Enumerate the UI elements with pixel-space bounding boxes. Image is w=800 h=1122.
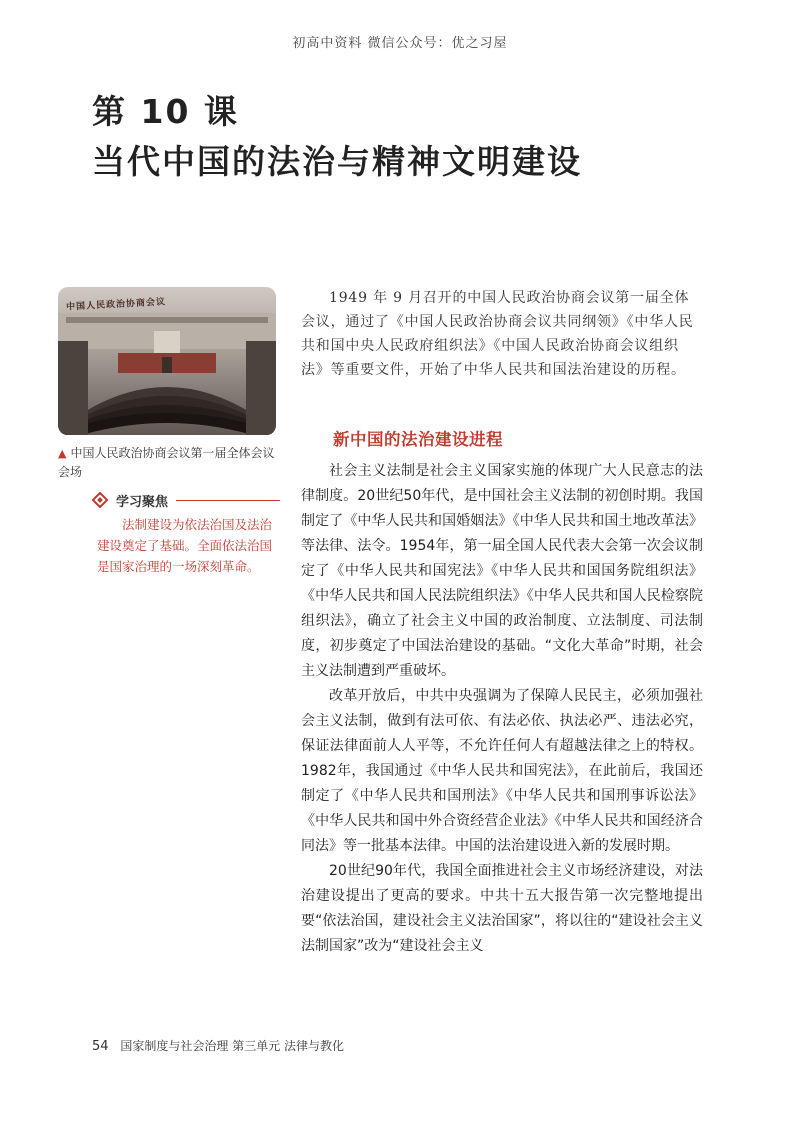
focus-diamond-icon xyxy=(92,492,108,508)
assembly-hall-illustration xyxy=(58,287,276,435)
section-heading: 新中国的法治建设进程 xyxy=(333,430,503,449)
intro-paragraph: 1949 年 9 月召开的中国人民政治协商会议第一届全体会议，通过了《中国人民政治协商会议共同纲领》《中华人民共和国中央人民政府组织法》《中国人民政治协商会议组织法》等重要文件，开始了中华人民共和国法治建设的历程。 xyxy=(301,290,694,378)
body-paragraph: 20世纪90年代，我国全面推进社会主义市场经济建设，对法治建设提出了更高的要求。中共十五大报告第一次完整地提出要“依法治国，建设社会主义法治国家”，将以往的“建设社会主义法制国家”改为“建设社会主义 xyxy=(301,863,703,954)
lesson-number: 第 10 课 xyxy=(92,92,239,131)
footer-text: 国家制度与社会治理 第三单元 法律与教化 xyxy=(120,1039,345,1053)
header-note: 初高中资料 微信公众号：优之习屋 xyxy=(292,36,508,51)
photo-banner-text: 中国人民政治协商会议 xyxy=(65,297,167,313)
photo-caption xyxy=(58,444,280,482)
body-paragraph: 改革开放后，中共中央强调为了保障人民民主，必须加强社会主义法制，做到有法可依、有法必依、执法必严、违法必究，保证法律面前人人平等，不允许任何人有超越法律之上的特权。1982年，我国通过《中华人民共和国宪法》，在此前后，我国还制定了《中华人民共和国刑法》《中华人民共和国刑事诉讼法》《中华人民共和国中外合资经营企业法》《中华人民共和国经济合同法》等一批基本法律。中国的法治建设进入新的发展时期。 xyxy=(301,688,703,854)
triangle-up-icon: ▲ xyxy=(58,447,67,460)
photo-caption-text: 中国人民政治协商会议第一届全体会议会场 xyxy=(58,446,275,479)
page-footer xyxy=(92,1037,344,1054)
study-focus-label: 学习聚焦 xyxy=(116,494,169,510)
page-number: 54 xyxy=(92,1039,109,1054)
section-body xyxy=(301,459,703,959)
study-focus-header xyxy=(92,491,280,509)
study-focus-text: 法制建设为依法治国及法治建设奠定了基础。全面依法治国是国家治理的一场深刻革命。 xyxy=(97,517,273,574)
study-focus-divider xyxy=(176,500,280,501)
body-paragraph: 社会主义法制是社会主义国家实施的体现广大人民意志的法律制度。20世纪50年代，是中国社会主义法制的初创时期。我国制定了《中华人民共和国婚姻法》《中华人民共和国土地改革法》等法律、法令。1954年，第一届全国人民代表大会第一次会议制定了《中华人民共和国宪法》《中华人民共和国国务院组织法》《中华人民共和国人民法院组织法》《中华人民共和国人民检察院组织法》，确立了社会主义中国的政治制度、立法制度、司法制度，初步奠定了中国法治建设的基础。“文化大革命”时期，社会主义法制遭到严重破坏。 xyxy=(301,463,703,679)
congress-photo xyxy=(58,287,276,435)
lesson-title: 当代中国的法治与精神文明建设 xyxy=(92,142,582,181)
